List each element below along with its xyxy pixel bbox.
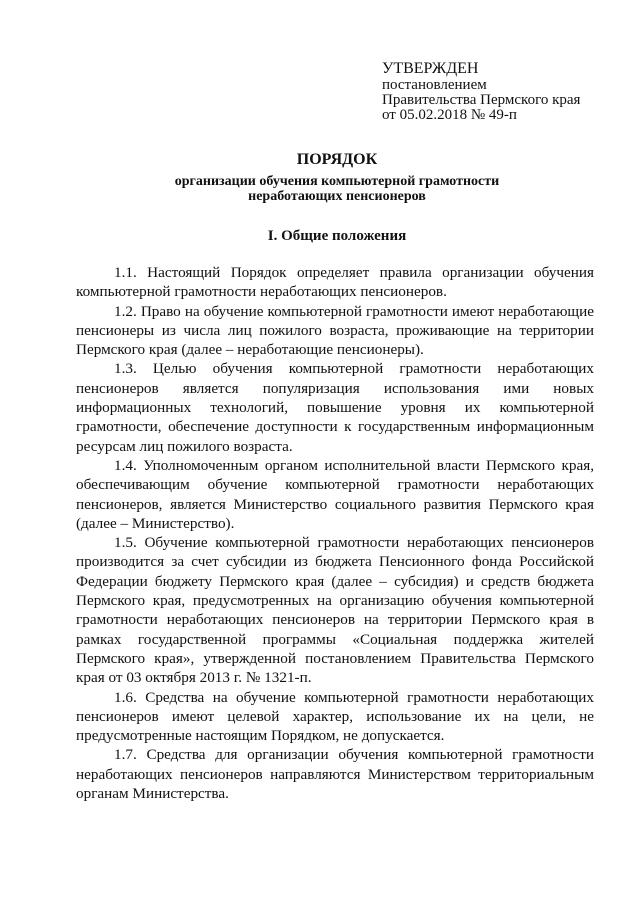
approval-line-1: постановлением — [382, 77, 487, 93]
paragraph-1-7: 1.7. Средства для организации обучения компьютерной грамотности неработающих пенсионеров направляются Министерством территориальным органам Министерства. — [76, 746, 594, 803]
document-title: ПОРЯДОК — [296, 151, 378, 168]
document-body — [76, 263, 594, 803]
paragraph-1-2: 1.2. Право на обучение компьютерной грамотности имеют неработающие пенсионеры из числа лиц пожилого возраста, проживающие на территории Пермского края (далее – неработающие пенсионеры). — [76, 302, 594, 359]
approval-line-3: от 05.02.2018 № 49-п — [382, 107, 517, 123]
paragraph-1-6: 1.6. Средства на обучение компьютерной грамотности неработающих пенсионеров имеют целевой характер, использование их на цели, не предусмотренные настоящим Порядком, не допускается. — [76, 688, 594, 745]
approval-heading: УТВЕРЖДЕН — [382, 60, 479, 77]
document-subtitle-line-1: организации обучения компьютерной грамотности — [174, 174, 500, 189]
paragraph-1-5: 1.5. Обучение компьютерной грамотности неработающих пенсионеров производится за счет субсидии из бюджета Пенсионного фонда Российской Федерации бюджету Пермского края (далее – субсидия) и средств бюджета Пермского края, предусмотренных на организацию обучения компьютерной грамотности неработающих пенсионеров на территории Пермского края в рамках государственной программы «Социальная поддержка жителей Пермского края», утвержденной постановлением Правительства Пермского края от 03 октября 2013 г. № 1321-п. — [76, 534, 594, 687]
paragraph-1-1: 1.1. Настоящий Порядок определяет правила организации обучения компьютерной грамотности неработающих пенсионеров. — [76, 264, 594, 301]
approval-stamp — [382, 60, 580, 123]
paragraph-1-4: 1.4. Уполномоченным органом исполнительной власти Пермского края, обеспечивающим обучение компьютерной грамотности неработающих пенсионеров, является Министерство социального развития Пермского края (далее – Министерство). — [76, 456, 594, 532]
approval-line-2: Правительства Пермского края — [382, 92, 581, 108]
document-title-block — [80, 150, 594, 204]
paragraph-1-3: 1.3. Целью обучения компьютерной грамотности неработающих пенсионеров является популяризация использования ими новых информационных технологий, повышение уровня их компьютерной грамотности, обеспечение доступности к государственным информационным ресурсам лиц пожилого возраста. — [76, 360, 594, 455]
section-heading: I. Общие положения — [267, 228, 407, 244]
document-subtitle-line-2: неработающих пенсионеров — [248, 189, 426, 204]
